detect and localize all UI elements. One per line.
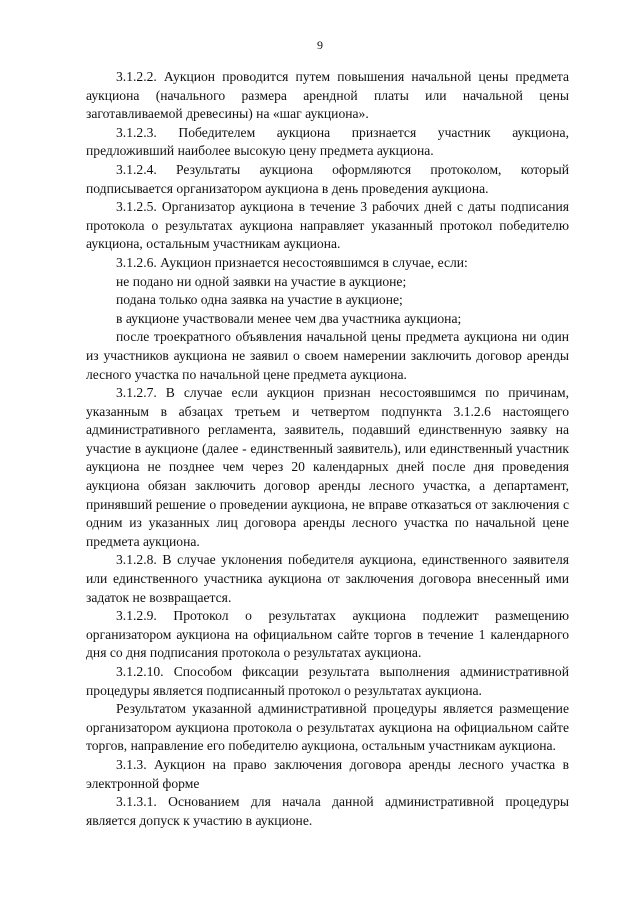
- paragraph-3-1-2-5: 3.1.2.5. Организатор аукциона в течение 3 рабочих дней с даты подписания протокола о результатах аукциона направляет указанный протокол победителю аукциона, остальным участникам аукциона.: [86, 199, 569, 252]
- paragraph-3-1-2-7: 3.1.2.7. В случае если аукцион признан несостоявшимся по причинам, указанным в абзацах третьем и четвертом подпункта 3.1.2.6 настоящего административного регламента, заявитель, подавший единственную заявку на участие в аукционе (далее - единственный заявитель), или единственный участник аукциона не позднее чем через 20 календарных дней после дня проведения аукциона обязан заключить договор аренды лесного участка, а департамент, принявший решение о проведении аукциона, не вправе отказаться от заключения с одним из указанных лиц договора аренды лесного участка по начальной цене предмета аукциона.: [86, 385, 569, 549]
- document-body: [86, 68, 569, 830]
- paragraph-3-1-3-1: 3.1.3.1. Основанием для начала данной административной процедуры является допуск к участию в аукционе.: [86, 794, 569, 828]
- paragraph-3-1-2-10: 3.1.2.10. Способом фиксации результата выполнения административной процедуры является подписанный протокол о результатах аукциона.: [86, 664, 569, 698]
- paragraph-result: Результатом указанной административной процедуры является размещение организатором аукциона протокола о результатах аукциона на официальном сайте торгов, направление его победителю аукциона, остальным участникам аукциона.: [86, 701, 569, 754]
- paragraph-3-1-2-4: 3.1.2.4. Результаты аукциона оформляются протоколом, который подписывается организатором аукциона в день проведения аукциона.: [86, 161, 569, 196]
- paragraph-3-1-2-8: 3.1.2.8. В случае уклонения победителя аукциона, единственного заявителя или единственного участника аукциона от заключения договора внесенный ими задаток не возвращается.: [86, 552, 569, 605]
- paragraph-3-1-3: 3.1.3. Аукцион на право заключения договора аренды лесного участка в электронной форме: [86, 756, 569, 791]
- page-number: 9: [317, 38, 323, 52]
- list-item-single-application: подана только одна заявка на участие в аукционе;: [116, 292, 403, 308]
- paragraph-3-1-2-2: 3.1.2.2. Аукцион проводится путем повышения начальной цены предмета аукциона (начального размера арендной платы или начальной цены заготавливаемой древесины) на «шаг аукциона».: [86, 69, 569, 122]
- list-item-fewer-than-two-participants: в аукционе участвовали менее чем два участника аукциона;: [116, 310, 462, 326]
- paragraph-3-1-2-3: 3.1.2.3. Победителем аукциона признается участник аукциона, предложивший наиболее высокую цену предмета аукциона.: [86, 124, 569, 159]
- paragraph-3-1-2-6: 3.1.2.6. Аукцион признается несостоявшимся в случае, если:: [116, 254, 468, 270]
- paragraph-3-1-2-9: 3.1.2.9. Протокол о результатах аукциона подлежит размещению организатором аукциона на официальном сайте торгов в течение 1 календарного дня со дня подписания протокола о результатах аукциона.: [86, 608, 569, 661]
- list-item-no-bids-after-three-calls: после троекратного объявления начальной цены предмета аукциона ни один из участников аукциона не заявил о своем намерении заключить договор аренды лесного участка по начальной цене предмета аукциона.: [86, 329, 569, 382]
- list-item-no-applications: не подано ни одной заявки на участие в аукционе;: [116, 273, 407, 289]
